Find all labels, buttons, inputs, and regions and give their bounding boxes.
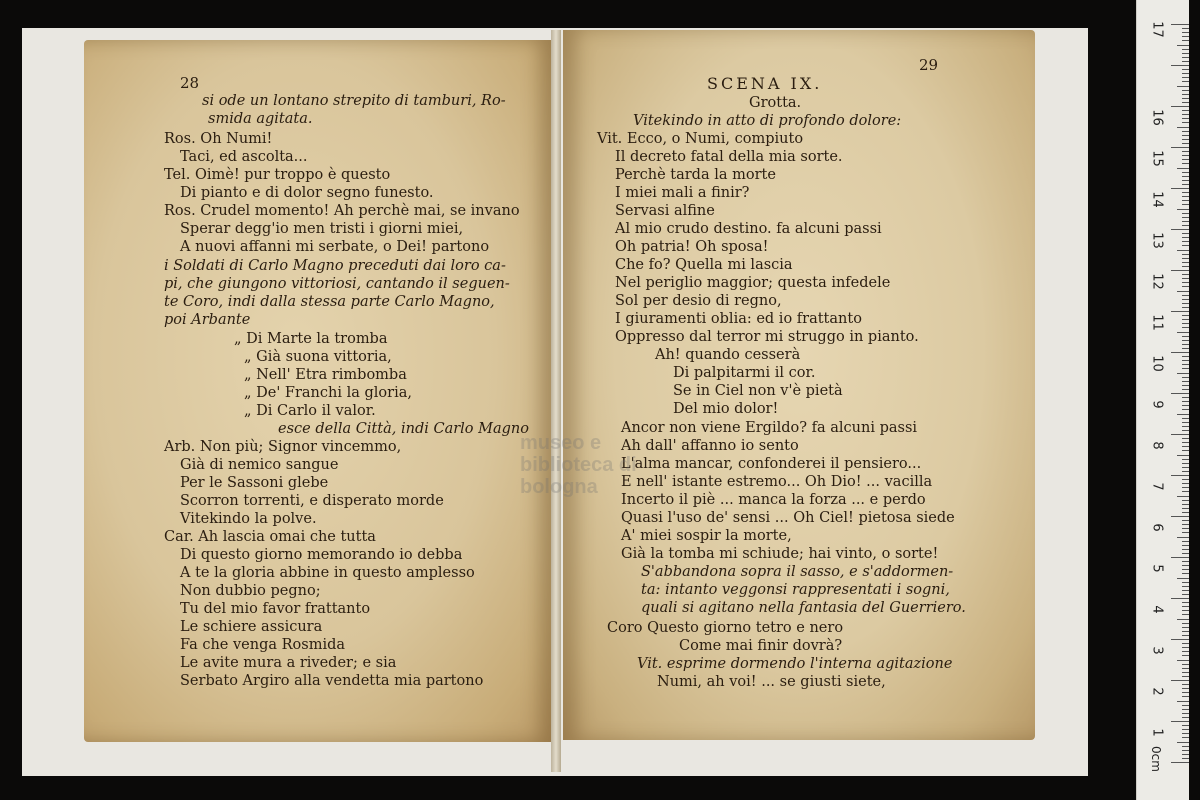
text-line: Di palpitarmi il cor. [673, 365, 816, 381]
text-line: Per le Sassoni glebe [180, 475, 329, 491]
ruler-tick [1182, 467, 1189, 468]
ruler-tick [1182, 381, 1189, 382]
text-line: Taci, ed ascolta... [180, 149, 308, 165]
ruler-number: 2 [1149, 687, 1165, 696]
ruler-tick [1182, 668, 1189, 669]
text-line: poi Arbante [164, 312, 251, 328]
text-line: Le schiere assicura [180, 619, 323, 635]
text-line: Di pianto e di dolor segno funesto. [180, 185, 434, 201]
ruler-tick [1177, 168, 1189, 169]
ruler-tick [1182, 356, 1189, 357]
ruler-tick [1182, 69, 1189, 70]
ruler-tick [1182, 397, 1189, 398]
ruler-tick [1182, 340, 1189, 341]
watermark [520, 432, 640, 498]
ruler-tick [1182, 569, 1189, 570]
ruler-tick [1182, 159, 1189, 160]
ruler-tick [1182, 73, 1189, 74]
ruler-tick [1182, 520, 1189, 521]
ruler-tick [1182, 196, 1189, 197]
ruler-tick [1182, 155, 1189, 156]
ruler-tick [1182, 348, 1189, 349]
ruler-tick [1182, 631, 1189, 632]
text-line: Del mio dolor! [673, 401, 779, 417]
ruler-tick [1171, 475, 1189, 476]
ruler-tick [1182, 266, 1189, 267]
ruler-tick [1177, 742, 1189, 743]
ruler-tick [1182, 102, 1189, 103]
ruler-number: 5 [1149, 564, 1165, 573]
text-line: Tel. Oimè! pur troppo è questo [164, 167, 391, 183]
ruler-tick [1182, 315, 1189, 316]
text-line: Le avite mura a riveder; e sia [180, 655, 397, 671]
ruler-tick [1177, 455, 1189, 456]
book-spine [551, 30, 561, 772]
ruler-tick [1182, 368, 1189, 369]
ruler-tick [1182, 590, 1189, 591]
ruler-tick [1177, 373, 1189, 374]
ruler-tick [1182, 319, 1189, 320]
text-line: Sperar degg'io men tristi i giorni miei, [180, 221, 464, 237]
ruler-tick [1182, 57, 1189, 58]
ruler-tick [1182, 606, 1189, 607]
text-line: „ Di Marte la tromba [234, 331, 388, 347]
ruler-tick [1182, 245, 1189, 246]
ruler-tick [1182, 77, 1189, 78]
text-line: Oh patria! Oh sposa! [615, 239, 769, 255]
ruler-tick [1177, 496, 1189, 497]
ruler-tick [1182, 122, 1189, 123]
ruler-tick [1182, 221, 1189, 222]
text-line: Scorron torrenti, e disperato morde [180, 493, 444, 509]
ruler-tick [1182, 487, 1189, 488]
ruler-tick [1182, 327, 1189, 328]
text-line: I giuramenti oblia: ed io frattanto [615, 311, 862, 327]
text-line: Al mio crudo destino. fa alcuni passi [615, 221, 882, 237]
ruler-tick [1182, 176, 1189, 177]
text-line: S'abbandona sopra il sasso, e s'addormen- [641, 564, 954, 580]
text-line: „ De' Franchi la gloria, [244, 385, 412, 401]
ruler-tick [1182, 172, 1189, 173]
ruler-tick [1177, 537, 1189, 538]
ruler-tick [1182, 389, 1189, 390]
ruler-number: 1 [1149, 728, 1165, 737]
text-line: Tu del mio favor frattanto [180, 601, 371, 617]
text-line: Quasi l'uso de' sensi ... Oh Ciel! pietosa siede [621, 510, 955, 526]
text-line: I miei mali a finir? [615, 185, 750, 201]
ruler-tick [1182, 32, 1189, 33]
ruler-tick [1182, 49, 1189, 50]
ruler-tick [1182, 623, 1189, 624]
ruler-number: 10 [1149, 355, 1165, 372]
ruler-number: 13 [1149, 232, 1165, 249]
ruler-number: 7 [1149, 482, 1165, 491]
left-page [84, 40, 554, 742]
ruler-tick [1182, 692, 1189, 693]
ruler-tick [1182, 184, 1189, 185]
ruler-number: 16 [1149, 109, 1165, 126]
ruler-tick [1182, 758, 1189, 759]
text-line: smida agitata. [208, 111, 313, 127]
ruler-tick [1182, 94, 1189, 95]
text-line: Serbato Argiro alla vendetta mia partono [180, 673, 484, 689]
ruler-tick [1177, 127, 1189, 128]
text-line: Il decreto fatal della mia sorte. [615, 149, 843, 165]
ruler-tick [1182, 409, 1189, 410]
ruler-tick [1182, 422, 1189, 423]
ruler-tick [1182, 233, 1189, 234]
ruler-tick [1182, 442, 1189, 443]
ruler-tick [1182, 713, 1189, 714]
ruler-tick [1182, 336, 1189, 337]
ruler-tick [1182, 561, 1189, 562]
text-line: Arb. Non più; Signor vincemmo, [164, 439, 402, 455]
text-line: Ancor non viene Ergildo? fa alcuni passi [621, 420, 918, 436]
ruler-tick [1182, 610, 1189, 611]
text-line: Oppresso dal terror mi struggo in pianto. [615, 329, 919, 345]
ruler-tick [1182, 647, 1189, 648]
ruler-tick [1177, 701, 1189, 702]
ruler-tick [1182, 635, 1189, 636]
ruler-tick [1182, 737, 1189, 738]
ruler-tick [1182, 672, 1189, 673]
ruler-tick [1182, 664, 1189, 665]
ruler-tick [1182, 483, 1189, 484]
ruler-tick [1182, 491, 1189, 492]
ruler-tick [1177, 619, 1189, 620]
ruler-tick [1182, 586, 1189, 587]
text-line: Se in Ciel non v'è pietà [673, 383, 843, 399]
text-line: Ros. Oh Numi! [164, 131, 273, 147]
text-line: Ros. Crudel momento! Ah perchè mai, se invano [164, 203, 520, 219]
ruler-tick [1171, 393, 1189, 394]
ruler-tick [1182, 323, 1189, 324]
ruler-tick [1182, 254, 1189, 255]
ruler-number: 3 [1149, 646, 1165, 655]
ruler-tick [1177, 291, 1189, 292]
ruler-tick [1182, 754, 1189, 755]
ruler-tick [1177, 250, 1189, 251]
ruler-tick [1182, 479, 1189, 480]
right-page-number: 29 [919, 56, 939, 74]
text-line: Di questo giorno memorando io debba [180, 547, 463, 563]
ruler-tick [1182, 344, 1189, 345]
ruler-tick [1182, 295, 1189, 296]
ruler-tick [1182, 532, 1189, 533]
ruler-tick [1182, 237, 1189, 238]
ruler-tick [1182, 438, 1189, 439]
ruler-tick [1182, 118, 1189, 119]
ruler-tick [1182, 90, 1189, 91]
ruler-tick [1182, 729, 1189, 730]
ruler-number: 15 [1149, 150, 1165, 167]
ruler-tick [1177, 45, 1189, 46]
measurement-ruler [1136, 0, 1189, 800]
ruler-tick [1182, 241, 1189, 242]
ruler-tick [1182, 180, 1189, 181]
text-line: Vitekindo la polve. [180, 511, 317, 527]
ruler-tick [1182, 705, 1189, 706]
ruler-tick [1182, 524, 1189, 525]
ruler-tick [1182, 204, 1189, 205]
ruler-tick [1182, 733, 1189, 734]
ruler-tick [1182, 426, 1189, 427]
ruler-tick [1182, 746, 1189, 747]
ruler-tick [1182, 573, 1189, 574]
ruler-tick [1182, 401, 1189, 402]
ruler-tick [1182, 262, 1189, 263]
ruler-number: 6 [1149, 523, 1165, 532]
ruler-tick [1177, 578, 1189, 579]
ruler-tick [1182, 36, 1189, 37]
ruler-tick [1182, 545, 1189, 546]
ruler-tick [1182, 192, 1189, 193]
text-line: „ Di Carlo il valor. [244, 403, 376, 419]
ruler-tick [1171, 557, 1189, 558]
ruler-tick [1177, 414, 1189, 415]
ruler-tick [1182, 500, 1189, 501]
ruler-number: 9 [1149, 400, 1165, 409]
ruler-tick [1171, 106, 1189, 107]
ruler-tick [1171, 24, 1189, 25]
ruler-tick [1182, 750, 1189, 751]
ruler-tick [1182, 200, 1189, 201]
ruler-tick [1182, 98, 1189, 99]
text-line: quali si agitano nella fantasia del Guerriero. [641, 600, 966, 616]
text-line: ta: intanto veggonsi rappresentati i sogni, [641, 582, 950, 598]
text-line: si ode un lontano strepito di tamburi, Ro- [202, 93, 506, 109]
text-line: Fa che venga Rosmida [180, 637, 346, 653]
ruler-tick [1182, 139, 1189, 140]
ruler-tick [1182, 528, 1189, 529]
ruler-tick [1182, 549, 1189, 550]
ruler-tick [1182, 114, 1189, 115]
ruler-tick [1182, 143, 1189, 144]
ruler-tick [1182, 565, 1189, 566]
ruler-tick [1177, 332, 1189, 333]
text-line: A te la gloria abbine in questo amplesso [180, 565, 475, 581]
text-line: Ah dall' affanno io sento [621, 438, 799, 454]
ruler-tick [1171, 680, 1189, 681]
ruler-tick [1182, 258, 1189, 259]
ruler-tick [1182, 151, 1189, 152]
ruler-tick [1182, 364, 1189, 365]
ruler-tick [1182, 709, 1189, 710]
ruler-tick [1182, 688, 1189, 689]
ruler-tick [1182, 594, 1189, 595]
text-line: Come mai finir dovrà? [679, 638, 843, 654]
text-line: Incerto il piè ... manca la forza ... e perdo [621, 492, 926, 508]
ruler-tick [1182, 602, 1189, 603]
ruler-tick [1182, 651, 1189, 652]
text-line: Perchè tarda la morte [615, 167, 776, 183]
ruler-tick [1182, 385, 1189, 386]
ruler-tick [1182, 512, 1189, 513]
ruler-tick [1171, 147, 1189, 148]
ruler-tick [1182, 303, 1189, 304]
ruler-tick [1182, 614, 1189, 615]
text-line: L'alma mancar, confonderei il pensiero... [621, 456, 922, 472]
ruler-tick [1171, 352, 1189, 353]
text-line: E nell' istante estremo... Oh Dio! ... vacilla [621, 474, 933, 490]
ruler-number: 17 [1149, 21, 1165, 38]
ruler-tick [1177, 86, 1189, 87]
ruler-number: 14 [1149, 191, 1165, 208]
ruler-tick [1182, 217, 1189, 218]
right-page [563, 30, 1035, 740]
ruler-tick [1182, 418, 1189, 419]
text-line: Numi, ah voi! ... se giusti siete, [657, 674, 886, 690]
text-line: Vitekindo in atto di profondo dolore: [633, 113, 902, 129]
ruler-tick [1182, 446, 1189, 447]
ruler-tick [1182, 131, 1189, 132]
ruler-tick [1182, 377, 1189, 378]
ruler-tick [1182, 463, 1189, 464]
left-page-number: 28 [180, 74, 200, 92]
text-line: pi, che giungono vittoriosi, cantando il seguen- [164, 276, 510, 292]
text-line: „ Nell' Etra rimbomba [244, 367, 407, 383]
ruler-tick [1171, 65, 1189, 66]
ruler-tick [1182, 282, 1189, 283]
ruler-tick [1171, 229, 1189, 230]
ruler-tick [1171, 188, 1189, 189]
ruler-number: 11 [1149, 314, 1165, 331]
ruler-tick [1182, 508, 1189, 509]
ruler-number: 12 [1149, 273, 1165, 290]
text-line: Car. Ah lascia omai che tutta [164, 529, 376, 545]
ruler-tick [1171, 516, 1189, 517]
ruler-number: 4 [1149, 605, 1165, 614]
ruler-tick [1182, 655, 1189, 656]
text-line: Non dubbio pegno; [180, 583, 321, 599]
ruler-tick [1182, 28, 1189, 29]
text-line: Nel periglio maggior; questa infedele [615, 275, 891, 291]
ruler-tick [1182, 696, 1189, 697]
text-line: Coro Questo giorno tetro e nero [607, 620, 844, 636]
ruler-tick [1182, 725, 1189, 726]
ruler-tick [1182, 553, 1189, 554]
ruler-tick [1182, 40, 1189, 41]
ruler-tick [1182, 278, 1189, 279]
ruler-tick [1182, 459, 1189, 460]
ruler-tick [1182, 274, 1189, 275]
ruler-tick [1182, 213, 1189, 214]
ruler-tick [1177, 660, 1189, 661]
text-line: i Soldati di Carlo Magno preceduti dai loro ca- [164, 258, 506, 274]
ruler-tick [1182, 676, 1189, 677]
ruler-tick [1171, 434, 1189, 435]
text-line: Già la tomba mi schiude; hai vinto, o sorte! [621, 546, 939, 562]
ruler-tick [1171, 598, 1189, 599]
text-line: A' miei sospir la morte, [621, 528, 792, 544]
ruler-tick [1182, 684, 1189, 685]
ruler-tick [1182, 582, 1189, 583]
ruler-tick [1182, 504, 1189, 505]
ruler-tick [1182, 450, 1189, 451]
ruler-tick [1182, 643, 1189, 644]
text-line: Servasi alfine [615, 203, 715, 219]
text-line: A nuovi affanni mi serbate, o Dei! partono [180, 239, 490, 255]
ruler-tick [1182, 360, 1189, 361]
text-line: Già di nemico sangue [180, 457, 339, 473]
text-line: Vit. esprime dormendo l'interna agitazione [637, 656, 953, 672]
ruler-tick [1171, 721, 1189, 722]
ruler-tick [1182, 225, 1189, 226]
ruler-tick [1182, 471, 1189, 472]
text-line: Grotta. [749, 95, 802, 111]
ruler-tick [1182, 53, 1189, 54]
ruler-tick [1182, 717, 1189, 718]
text-line: Che fo? Quella mi lascia [615, 257, 793, 273]
ruler-tick [1182, 541, 1189, 542]
ruler-tick [1182, 430, 1189, 431]
ruler-tick [1171, 311, 1189, 312]
ruler-tick [1182, 299, 1189, 300]
text-line: te Coro, indi dalla stessa parte Carlo Magno, [164, 294, 495, 310]
text-line: esce della Città, indi Carlo Magno [278, 421, 529, 437]
text-line: Vit. Ecco, o Numi, compiuto [597, 131, 804, 147]
ruler-tick [1182, 286, 1189, 287]
text-line: Sol per desio di regno, [615, 293, 782, 309]
ruler-tick [1182, 81, 1189, 82]
ruler-tick [1182, 405, 1189, 406]
ruler-tick [1171, 270, 1189, 271]
ruler-tick [1171, 762, 1189, 763]
ruler-tick [1182, 61, 1189, 62]
scene-title: SCENA IX. [707, 74, 823, 93]
ruler-tick [1182, 627, 1189, 628]
text-line: „ Già suona vittoria, [244, 349, 392, 365]
ruler-tick [1182, 135, 1189, 136]
ruler-tick [1182, 110, 1189, 111]
watermark-text: museo e biblioteca di bologna [520, 432, 637, 498]
text-line: Ah! quando cesserà [655, 347, 801, 363]
ruler-tick [1177, 209, 1189, 210]
ruler-unit-label: 0cm [1148, 746, 1163, 772]
ruler-tick [1171, 639, 1189, 640]
ruler-tick [1182, 163, 1189, 164]
ruler-tick [1182, 307, 1189, 308]
ruler-number: 8 [1149, 441, 1165, 450]
